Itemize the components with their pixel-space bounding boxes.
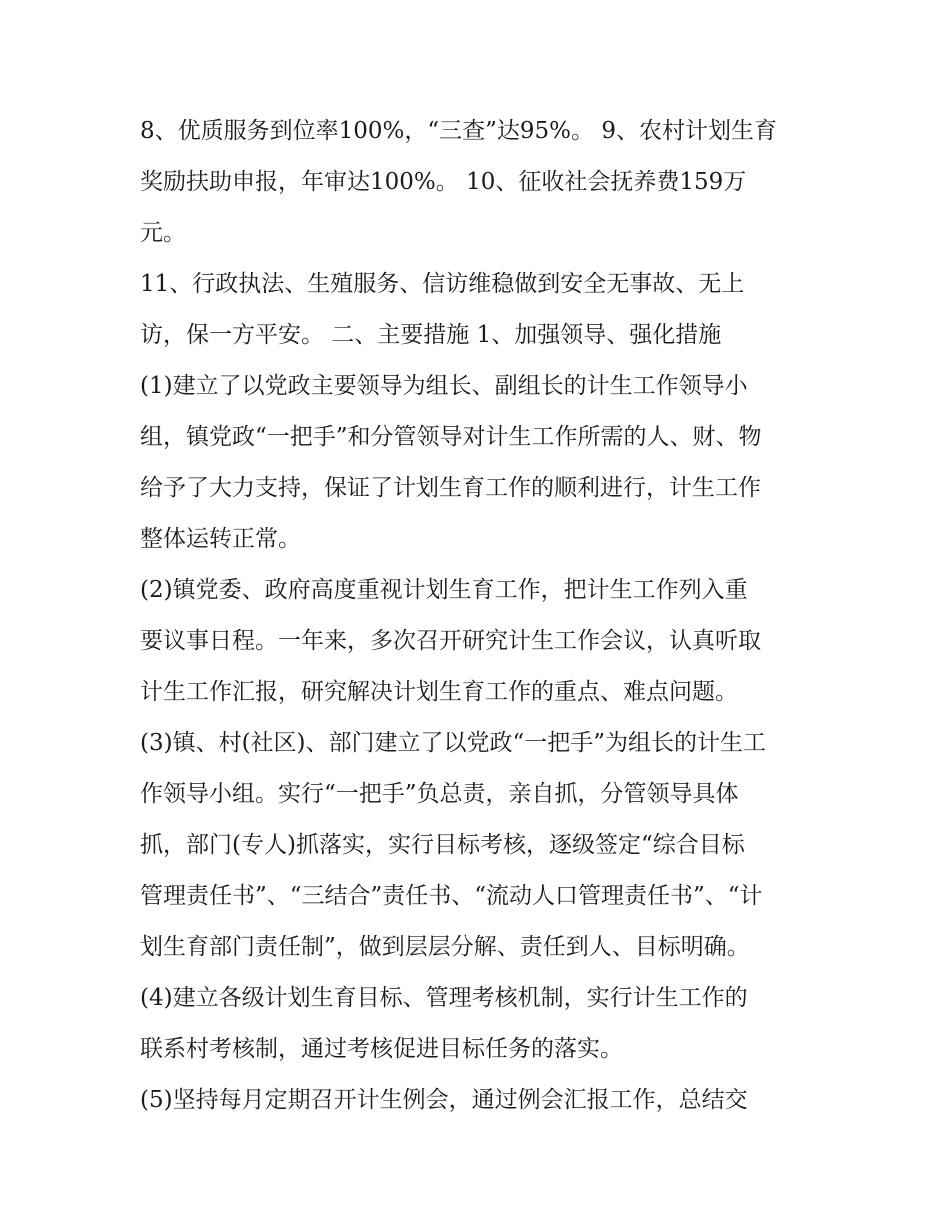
paragraph-measure-3: (3)镇、村(社区)、部门建立了以党政“一把手”为组长的计生工 作领导小组。实行“一把手”负总责，亲自抓，分管领导具体 抓，部门(专人)抓落实，实行目标考核，逐级签定“综合目标 管理责任书”、“三结合”责任书、“流动人口管理责任书”、“计 划生育部门责任制”，做到层层分解、责任到人、目标明确。 xyxy=(140,730,767,960)
paragraph-measure-5: (5)坚持每月定期召开计生例会，通过例会汇报工作，总结交 xyxy=(140,1087,748,1113)
document-body xyxy=(140,106,820,1126)
paragraph-results-8-10: 8、优质服务到位率100%，“三查”达95%。 9、农村计划生育 奖励扶助申报，年审达100%。 10、征收社会抚养费159万 元。 xyxy=(140,118,777,246)
paragraph-measure-4: (4)建立各级计划生育目标、管理考核机制，实行计生工作的 联系村考核制，通过考核促进目标任务的落实。 xyxy=(140,985,748,1062)
paragraph-result-11-measures-heading: 11、行政执法、生殖服务、信访维稳做到安全无事故、无上 访，保一方平安。 二、主要措施 1、加强领导、强化措施 xyxy=(140,271,745,348)
paragraph-measure-1: (1)建立了以党政主要领导为组长、副组长的计生工作领导小 组，镇党政“一把手”和分管领导对计生工作所需的人、财、物 给予了大力支持，保证了计划生育工作的顺利进行，计生工作 整体运转正常。 xyxy=(140,373,762,552)
paragraph-measure-2: (2)镇党委、政府高度重视计划生育工作，把计生工作列入重 要议事日程。一年来，多次召开研究计生工作会议，认真听取 计生工作汇报，研究解决计划生育工作的重点、难点问题。 xyxy=(140,577,761,705)
